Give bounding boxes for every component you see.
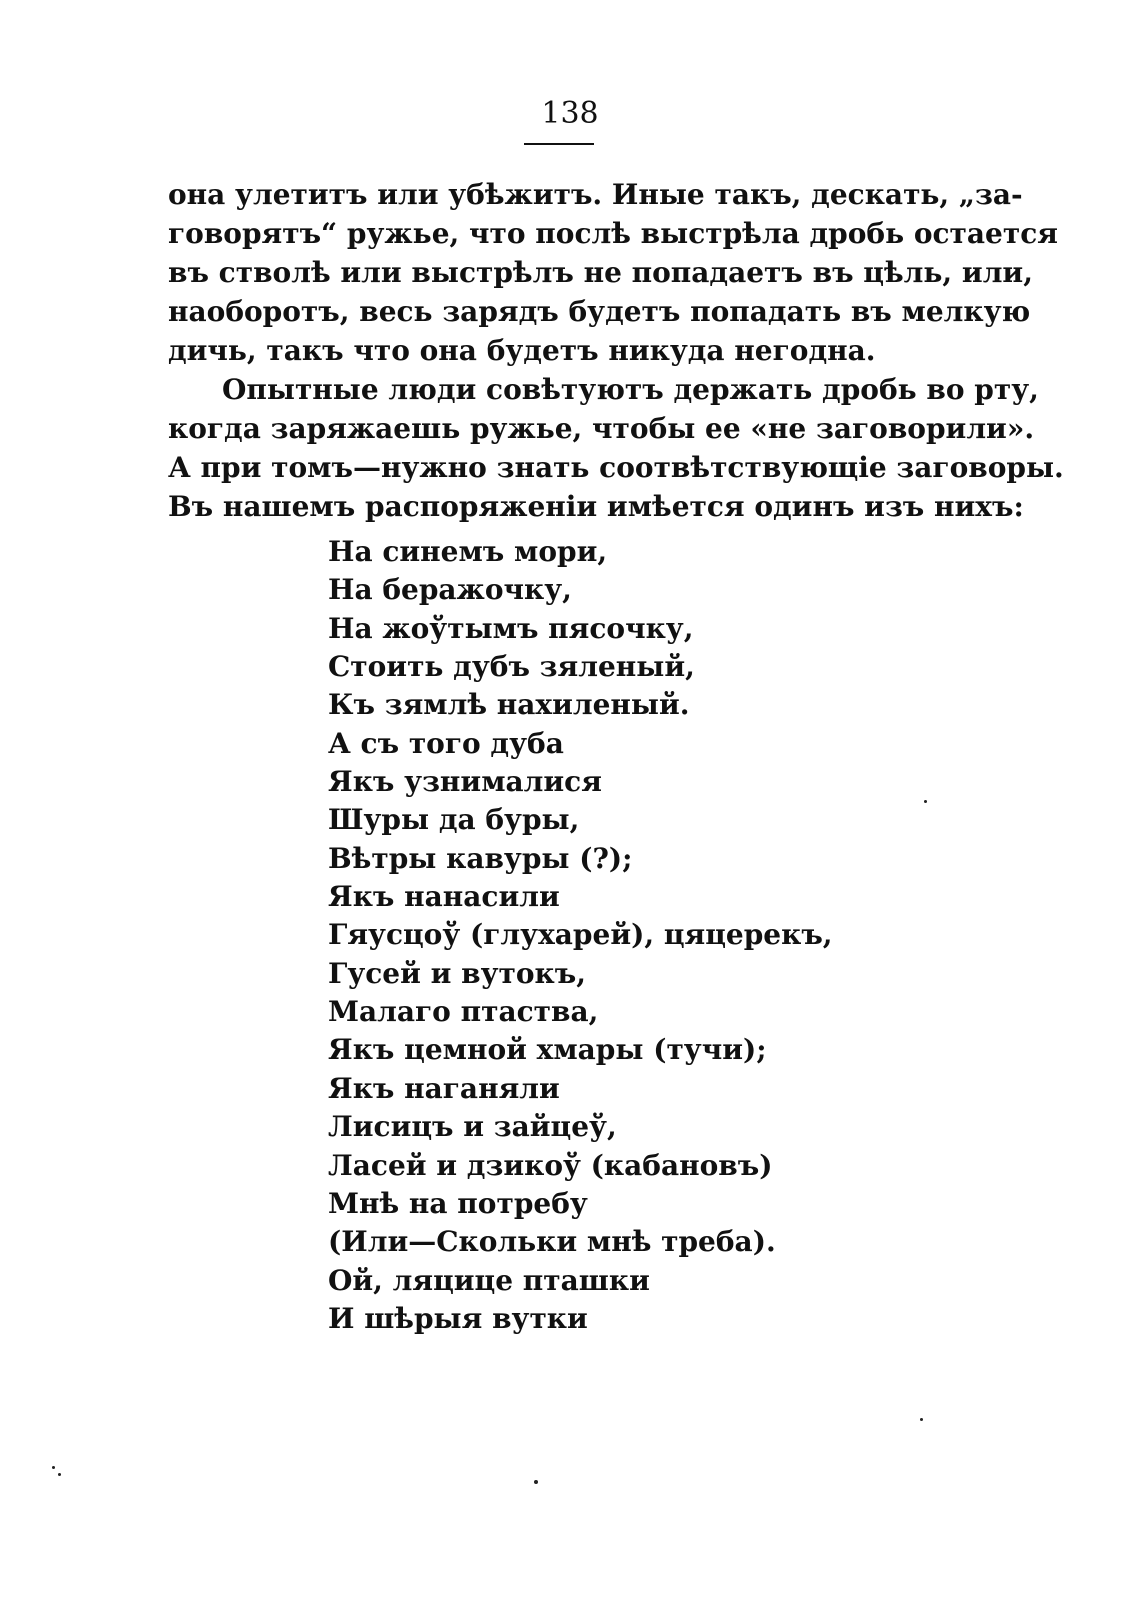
verse-line: Малаго птаства, — [328, 995, 599, 1029]
verse-line: А съ того дуба — [328, 726, 564, 760]
paragraph-2-line: А при томъ—нужно знать соотвѣтствующіе заговоры. — [168, 451, 1064, 484]
verse-line: Якъ узнималися — [328, 765, 602, 799]
paragraph-1 — [168, 175, 1058, 370]
verse-line: Гяусцоў (глухарей), цяцерекъ, — [328, 918, 833, 952]
verse-line: Якъ нанасили — [328, 880, 560, 914]
verse-line: И шѣрыя вутки — [328, 1301, 588, 1335]
paragraph-2-line: Опытные люди совѣтуютъ держать дробь во рту, — [222, 373, 1039, 406]
paragraph-1-line: наоборотъ, весь зарядъ будетъ попадать въ мелкую — [168, 295, 1031, 328]
verse-line: Гусей и вутокъ, — [328, 956, 587, 990]
paragraph-1-line: говорятъ“ ружье, что послѣ выстрѣла дробь остается — [168, 217, 1058, 250]
verse-line: На жоўтымъ пясочку, — [328, 611, 694, 645]
paragraph-1-line: въ стволѣ или выстрѣлъ не попадаетъ въ цѣль, или, — [168, 256, 1033, 289]
verse-line: Ой, ляцице пташки — [328, 1263, 650, 1297]
scan-speck — [58, 1473, 61, 1476]
paragraph-2-line: когда заряжаешь ружье, чтобы ее «не заговорили». — [168, 412, 1035, 445]
verse-line: Вѣтры кавуры (?); — [328, 841, 633, 875]
verse-line: (Или—Скольки мнѣ треба). — [328, 1225, 776, 1259]
paragraph-1-line: она улетитъ или убѣжитъ. Иные такъ, дескать, „за- — [168, 178, 1023, 211]
page-number: 138 — [541, 96, 599, 131]
scan-speck — [924, 800, 927, 803]
verse-line: На беражочку, — [328, 573, 572, 607]
scan-speck — [534, 1480, 538, 1484]
verse-line: Ласей и дзикоў (кабановъ) — [328, 1148, 773, 1182]
verse-line: На синемъ мори, — [328, 535, 608, 568]
paragraph-2 — [168, 370, 1064, 526]
verse-line: Шуры да буры, — [328, 803, 580, 837]
paragraph-2-line: Въ нашемъ распоряженіи имѣется одинъ изъ нихъ: — [168, 490, 1024, 523]
verse-line: Якъ цемной хмары (тучи); — [328, 1033, 767, 1067]
verse-line: Стоить дубъ зяленый, — [328, 650, 695, 684]
verse-block — [328, 533, 833, 1338]
verse-line: Лисицъ и зайцеў, — [328, 1110, 617, 1144]
page-number-underline — [524, 143, 594, 145]
verse-line: Къ зямлѣ нахиленый. — [328, 688, 690, 722]
scan-speck — [920, 1418, 923, 1421]
verse-line: Мнѣ на потребу — [328, 1186, 588, 1220]
scan-speck — [52, 1466, 55, 1469]
verse-line: Якъ наганяли — [328, 1071, 560, 1105]
paragraph-1-line: дичь, такъ что она будетъ никуда негодна. — [168, 334, 876, 367]
